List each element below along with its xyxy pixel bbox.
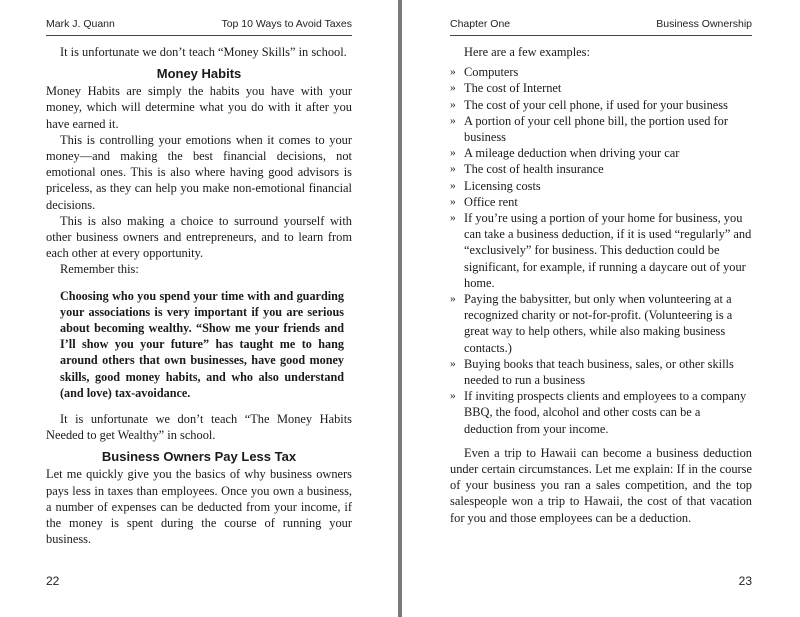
bullet-icon: » (450, 293, 456, 306)
bullet-icon: » (450, 147, 456, 160)
paragraph: It is unfortunate we don’t teach “Money Skills” in school. (60, 45, 347, 59)
left-page (0, 0, 398, 617)
right-page (402, 0, 800, 617)
list-item: » The cost of Internet (450, 81, 562, 96)
list-item: » Computers (450, 65, 519, 80)
paragraph: Money Habits are simply the habits you have with your money, which will determine what you do with it after you have earned it. (46, 84, 352, 131)
bullet-icon: » (450, 179, 456, 192)
running-head-right (450, 18, 752, 32)
paragraph: Let me quickly give you the basics of why business owners pays less in taxes than employees. Once you own a business, a number of expenses can be deducted from your income, if the money is spent during the course of running your business. (46, 467, 352, 547)
bullet-icon: » (450, 114, 456, 127)
paragraph: It is unfortunate we don’t teach “The Money Habits Needed to get Wealthy” in school. (46, 412, 352, 443)
paragraph: Here are a few examples: (464, 45, 590, 59)
running-head-left (46, 18, 352, 32)
running-head-chapter: Chapter One (450, 18, 511, 30)
bullet-icon: » (450, 212, 456, 225)
left-page-body (46, 44, 352, 547)
header-rule-left (46, 35, 352, 36)
list-item: » The cost of your cell phone, if used for your business (450, 97, 728, 112)
list-item: » Buying books that teach business, sales, or other skills needed to run a business (450, 356, 734, 388)
paragraph: Remember this: (60, 262, 139, 277)
bullet-icon: » (450, 195, 456, 208)
bullet-icon: » (450, 357, 456, 370)
page-number-right: 23 (738, 574, 752, 588)
callout-quote: Choosing who you spend your time with and guarding your associations is very important if you are serious about becoming wealthy. “Show me your friends and I’ll show you your future” has taught me to hang around others that own businesses, have good money skills, good money habits, and who also understand (and love) tax-avoidance. (60, 288, 344, 400)
bullet-icon: » (450, 390, 456, 403)
list-item: » Paying the babysitter, but only when volunteering at a recognized charity or not-for-profit. (Volunteering is a great way to help others, while also making business contacts.) (450, 292, 733, 355)
bullet-icon: » (450, 98, 456, 111)
section-heading-money-habits: Money Habits (156, 66, 242, 82)
right-page-body (450, 44, 752, 526)
running-head-book-title: Top 10 Ways to Avoid Taxes (221, 18, 352, 30)
running-head-section: Business Ownership (656, 18, 752, 30)
paragraph: Even a trip to Hawaii can become a business deduction under certain circumstances. Let me explain: If in the course of your business you ran a sales competition, and the top salespeople won a trip to Hawaii, the cost of that vacation for you and those employees can be a deduction. (450, 445, 752, 525)
list-item: » Licensing costs (450, 178, 541, 193)
list-item: » A portion of your cell phone bill, the portion used for business (450, 113, 728, 145)
list-item: » If you’re using a portion of your home for business, you can take a business deduction, if it is used “regularly” and “exclusively” for business. This deduction could be significant, for example, if running a daycare out of your home. (450, 211, 752, 290)
list-item: » If inviting prospects clients and employees to a company BBQ, the food, alcohol and other costs can be a deduction from your income. (450, 389, 747, 436)
bullet-icon: » (450, 82, 456, 95)
header-rule-right (450, 35, 752, 36)
examples-list (450, 64, 752, 437)
page-number-left: 22 (46, 574, 60, 588)
list-item: » Office rent (450, 194, 518, 209)
bullet-icon: » (450, 66, 456, 79)
section-heading-business-owners: Business Owners Pay Less Tax (101, 449, 297, 465)
list-item: » A mileage deduction when driving your car (450, 146, 680, 161)
bullet-icon: » (450, 163, 456, 176)
paragraph: This is controlling your emotions when it comes to your money—and making the best financial decisions, not emotional ones. This is also where having good advisors is priceless, as they can help you make non-emotional financial decisions. (46, 132, 352, 212)
paragraph: This is also making a choice to surround yourself with other business owners and entrepreneurs, and to learn from each other at every opportunity. (46, 213, 352, 261)
running-head-author: Mark J. Quann (46, 18, 115, 30)
list-item: » The cost of health insurance (450, 162, 604, 177)
